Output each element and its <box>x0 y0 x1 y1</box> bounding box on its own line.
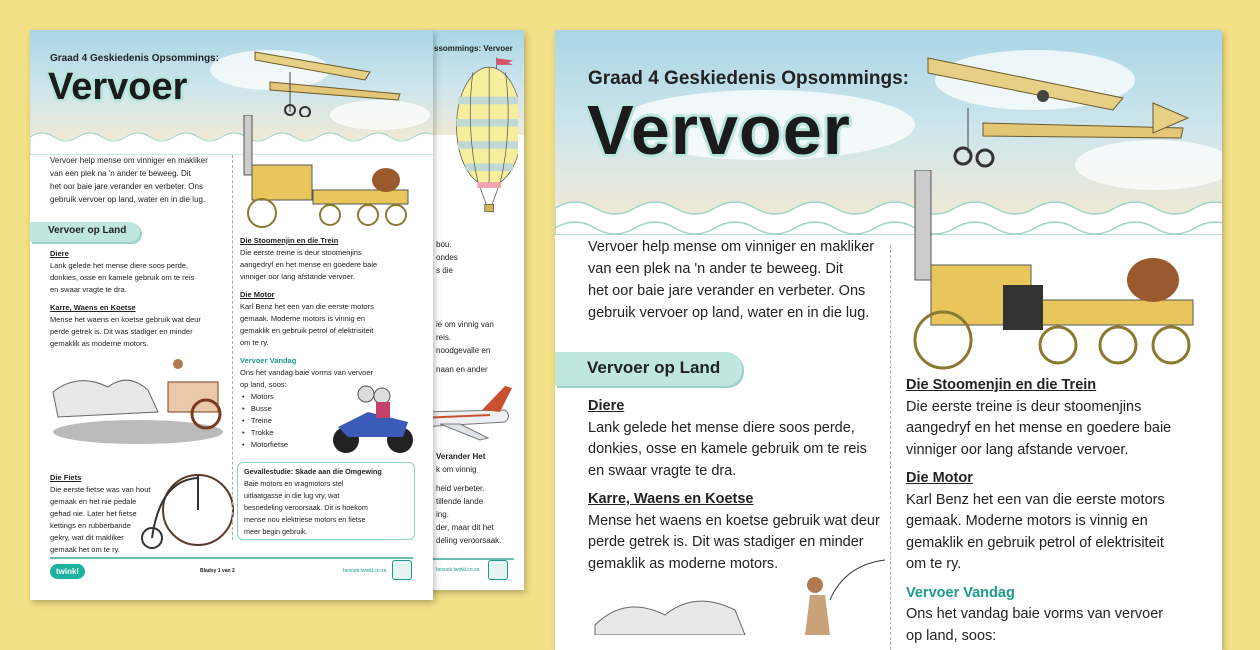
text-line: Vervoer help mense om vinniger en makliker <box>50 156 208 165</box>
section-pill: Vervoer op Land <box>555 352 742 386</box>
text-line: Lank gelede het mense diere soos perde, <box>588 419 855 436</box>
text-line: besoedeling veroorsaak. Dit is hoekom <box>244 503 368 512</box>
page-title: Vervoer <box>48 66 188 108</box>
text-line: het oor baie jare verander en verbeter. Ons <box>50 182 203 191</box>
page-number: Bladsy 1 van 2 <box>200 568 235 574</box>
text-line: van een plek na 'n ander te beweeg. Dit <box>50 169 191 178</box>
text-line: Ons het vandag baie vorms van vervoer <box>240 368 373 377</box>
heading-motor: Die Motor <box>240 290 275 299</box>
text-line: op land, soos: <box>906 627 997 644</box>
heading-vandag: Vervoer Vandag <box>906 584 1015 601</box>
penny-farthing-illustration <box>140 470 235 550</box>
chariot-illustration <box>48 352 228 447</box>
text-line: ondes <box>436 253 458 262</box>
text-line: van een plek na 'n ander te beweeg. Dit <box>588 261 844 277</box>
text-line: Mense het waens en koetse gebruik wat deur <box>50 315 201 324</box>
text-line: perde getrek is. Dit was stadiger en minder <box>588 534 864 550</box>
text-line: gemaklik en gebruik petrol of elektrisiteit <box>240 326 374 335</box>
text-line: noodgevalle en <box>436 346 491 355</box>
subtitle: Graad 4 Geskiedenis Opsommings: <box>50 53 219 64</box>
text-line: k om vinnig <box>436 465 477 474</box>
text-line: gebruik vervoer op land, water en in die lug. <box>588 305 870 321</box>
chariot-illustration <box>585 555 885 635</box>
text-line: om te ry. <box>906 556 962 572</box>
text-line: Vervoer help mense om vinniger en makliker <box>588 239 875 255</box>
fiets-text <box>50 472 150 556</box>
subtitle: Graad 4 Geskiedenis Opsommings: <box>588 68 909 89</box>
steam-train-illustration <box>238 115 413 230</box>
text-line: deling veroorsaak. <box>436 536 502 545</box>
text-line: gemaak het om te ry. <box>50 545 120 554</box>
column-divider <box>232 155 233 540</box>
text-line: gebruik vervoer op land, water en in die lug. <box>50 195 206 204</box>
text-line: ing. <box>436 510 449 519</box>
text-line: Mense het waens en koetse gebruik wat deur <box>588 512 880 529</box>
bullet-item: • Motorfietse <box>242 440 288 449</box>
text-line: Ons het vandag baie vorms van vervoer <box>906 606 1164 622</box>
heading-trein: Die Stoomenjin en die Trein <box>240 236 339 245</box>
text-line: Die eerste fietse was van hout <box>50 485 151 494</box>
footer-url[interactable]: besoek twinkl.co.za <box>436 567 480 573</box>
biplane-illustration <box>250 42 410 117</box>
text-line: perde getrek is. Dit was stadiger en minder <box>50 327 193 336</box>
text-line: op land, soos: <box>240 380 287 389</box>
text-line: Karl Benz het een van die eerste motors <box>240 302 374 311</box>
text-line: gehad nie. Later het fietse <box>50 509 137 518</box>
case-study-box <box>237 462 415 540</box>
text-line: naan en ander <box>436 365 488 374</box>
page-title: Vervoer <box>587 91 851 169</box>
text-line: vinniger oor lang afstande vervoer. <box>906 441 1129 458</box>
text-line: gemaklik as moderne motors. <box>50 339 149 348</box>
intro-text <box>50 154 208 206</box>
text-line: Baie motors en vragmotors stel <box>244 479 344 488</box>
steam-train-illustration <box>903 170 1203 370</box>
heading-diere: Diere <box>588 398 625 414</box>
airplane-illustration <box>420 382 515 444</box>
text-line: heid verbeter. <box>436 484 485 493</box>
heading-diere: Diere <box>50 249 69 258</box>
text-line: reis. <box>436 333 452 342</box>
section-heading: Verander Het <box>436 452 486 461</box>
text-line: meer begin gebruik. <box>244 527 308 536</box>
text-line: gekry, wat dit makliker <box>50 533 124 542</box>
text-line: aangedryf en het mense en goedere baie <box>906 420 1172 436</box>
text-line: bou. <box>436 240 452 249</box>
text-line: donkies, osse en kamele gebruik om te reis <box>50 273 195 282</box>
page-2-preview <box>420 30 524 590</box>
text-line: Karl Benz het een van die eerste motors <box>906 491 1165 508</box>
column-divider <box>890 245 891 650</box>
text-line: der, maar dit het <box>436 523 494 532</box>
bullet-item: • Trokke <box>242 428 274 437</box>
twinkl-logo[interactable]: twinkl <box>50 564 85 579</box>
page-1-enlarged <box>555 30 1222 650</box>
left-column <box>50 248 201 350</box>
quality-badge-icon <box>488 560 508 580</box>
heading-trein: Die Stoomenjin en die Trein <box>906 377 1097 393</box>
text-line: om te ry. <box>240 338 269 347</box>
text-line: uitlaatgasse in die lug vry, wat <box>244 491 340 500</box>
text-line: gemaklik en gebruik petrol of elektrisiteit <box>906 534 1164 551</box>
text-line: tillende lande <box>436 497 484 506</box>
hot-air-balloon-illustration <box>450 56 518 234</box>
motorcycle-illustration <box>328 382 418 457</box>
page2-text-b <box>436 318 494 376</box>
quality-badge-icon <box>392 560 412 580</box>
text-line: ie om vinnig van <box>436 320 494 329</box>
page2-text-a <box>436 238 458 277</box>
text-line: Die eerste treine is deur stoomenjins <box>240 248 362 257</box>
page2-header: ssommings: Vervoer <box>434 44 513 53</box>
footer-line <box>50 557 413 559</box>
right-column <box>906 375 1171 647</box>
footer-url[interactable]: besoek twinkl.co.za <box>343 568 387 574</box>
heading-karre: Karre, Waens en Koetse <box>588 491 754 507</box>
text-line: aangedryf en het mense en goedere baie <box>240 260 378 269</box>
text-line: kettings en rubberbande <box>50 521 131 530</box>
left-column <box>588 396 880 575</box>
text-line: Lank gelede het mense diere soos perde, <box>50 261 189 270</box>
text-line: gemaklik as moderne motors. <box>588 555 779 572</box>
text-line: gemaak en het nie pedale <box>50 497 137 506</box>
case-study-heading: Gevallestudie: Skade aan die Omgewing <box>244 467 382 476</box>
heading-motor: Die Motor <box>906 470 973 486</box>
bullet-item: • Busse <box>242 404 272 413</box>
biplane-illustration <box>923 48 1198 168</box>
text-line: gemaak. Moderne motors is vinnig en <box>906 513 1148 529</box>
heading-vandag: Vervoer Vandag <box>240 356 297 365</box>
text-line: donkies, osse en kamele gebruik om te reis <box>588 441 867 457</box>
text-line: het oor baie jare verander en verbeter. Ons <box>588 283 866 299</box>
section-pill: Vervoer op Land <box>30 222 140 242</box>
page2-text-c <box>436 450 501 547</box>
heading-fiets: Die Fiets <box>50 473 82 482</box>
text-line: Die eerste treine is deur stoomenjins <box>906 398 1142 415</box>
bullet-item: • Motors <box>242 392 274 401</box>
text-line: gemaak. Moderne motors is vinnig en <box>240 314 366 323</box>
text-line: en swaar vragte te dra. <box>50 285 127 294</box>
intro-text <box>588 236 874 324</box>
bullet-item: • Treine <box>242 416 272 425</box>
page-1-preview <box>30 30 433 600</box>
text-line: mense nou elektriese motors en fietse <box>244 515 366 524</box>
heading-karre: Karre, Waens en Koetse <box>50 303 136 312</box>
text-line: vinniger oor lang afstande vervoer. <box>240 272 356 281</box>
text-line: s die <box>436 266 453 275</box>
text-line: en swaar vragte te dra. <box>588 462 737 479</box>
